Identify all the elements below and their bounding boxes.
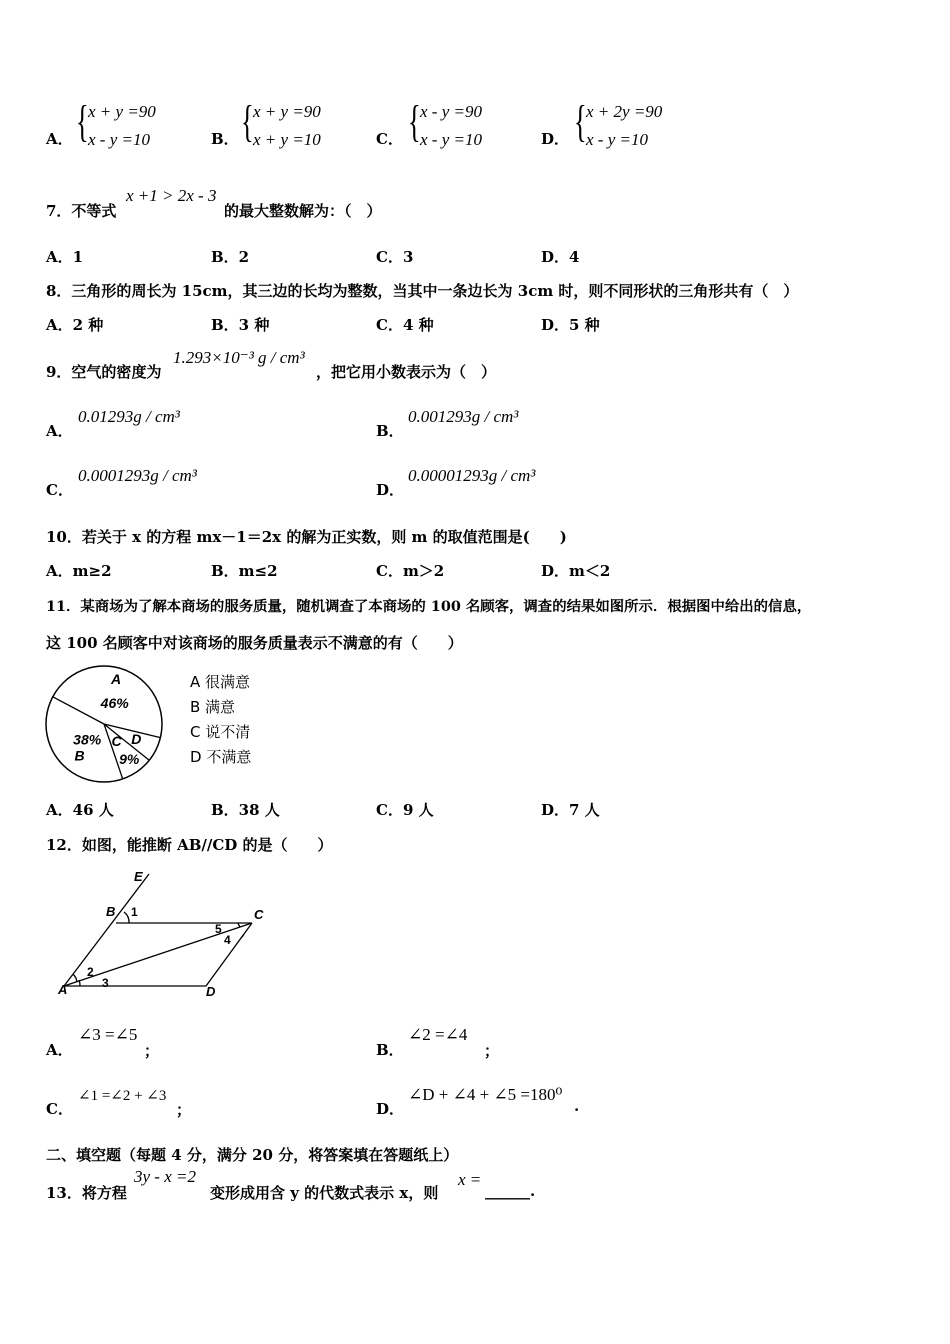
q13-prefix: 13．将方程 — [46, 1184, 127, 1202]
q6-option-d-eq2: x - y =10 — [586, 130, 648, 149]
q6-option-b-letter: B． — [211, 130, 239, 148]
q7-math: x +1 > 2x - 3 — [126, 186, 217, 205]
legend-item-c: C 说不清 — [190, 723, 251, 741]
q10-option-c: C．m＞2 — [376, 562, 445, 580]
label-d: D — [206, 984, 216, 999]
q6-option-c-eq1: x - y =90 — [420, 102, 482, 121]
q13-math2: x = — [458, 1170, 482, 1189]
brace-icon: { — [574, 97, 587, 146]
legend-item-b: B 满意 — [190, 698, 236, 716]
q12-option-c-letter: C． — [46, 1100, 73, 1118]
q12-option-a-value: ∠3 =∠5 — [78, 1025, 138, 1044]
label-angle-1: 1 — [131, 905, 138, 919]
q12-option-b-letter: B． — [376, 1041, 404, 1059]
q9-option-b-letter: B． — [376, 422, 404, 440]
line-ae — [64, 874, 149, 986]
q10-option-a: A．m≥2 — [46, 562, 112, 580]
pie-value-c: 9% — [119, 751, 140, 767]
q6-option-a-system — [88, 98, 156, 154]
q7-option-d: D．4 — [541, 248, 580, 266]
q12-option-c-value: ∠1 =∠2 + ∠3 — [78, 1088, 167, 1104]
label-angle-3: 3 — [102, 976, 109, 990]
angle-1-arc — [124, 912, 129, 923]
angle-3-arc — [79, 980, 80, 986]
label-e: E — [134, 869, 143, 884]
pie-label-d: D — [131, 730, 142, 747]
q11-line2: 这 100 名顾客中对该商场的服务质量表示不满意的有（ ） — [46, 634, 463, 652]
q6-option-d-eq1: x + 2y =90 — [586, 102, 663, 121]
q7-option-b: B．2 — [211, 248, 250, 266]
q8-option-b: B．3 种 — [211, 316, 270, 334]
q9-option-a-letter: A． — [46, 422, 73, 440]
label-a: A — [58, 982, 68, 997]
q11-option-b: B．38 人 — [211, 801, 280, 819]
brace-icon: { — [76, 97, 89, 146]
q6-option-a-eq1: x + y =90 — [88, 102, 156, 121]
q8-option-c: C．4 种 — [376, 316, 434, 334]
q7-prefix: 7．不等式 — [46, 202, 117, 220]
pie-label-c: C — [111, 733, 122, 749]
q7-suffix: 的最大整数解为：（ ） — [224, 202, 382, 220]
q6-option-a-letter: A． — [46, 130, 73, 148]
q12-option-d-letter: D． — [376, 1100, 405, 1118]
q6-option-c-system — [420, 98, 482, 154]
q9-option-d-value: 0.00001293g / cm³ — [408, 466, 536, 485]
label-angle-5: 5 — [215, 922, 222, 936]
q8-option-d: D．5 种 — [541, 316, 600, 334]
q9-option-b-value: 0.001293g / cm³ — [408, 407, 519, 426]
q13-math: 3y - x =2 — [134, 1167, 196, 1186]
q6-option-d-letter: D． — [541, 130, 570, 148]
label-c: C — [254, 907, 264, 922]
q12-option-a-end: ； — [144, 1042, 160, 1060]
parallelogram-figure — [52, 864, 272, 1000]
q12-option-d-value: ∠D + ∠4 + ∠5 =180⁰ — [408, 1085, 563, 1104]
q12-text: 12．如图，能推断 AB//CD 的是（ ） — [46, 836, 333, 854]
legend-item-d: D 不满意 — [190, 748, 252, 766]
brace-icon: { — [241, 97, 254, 146]
q11-line1: 11．某商场为了解本商场的服务质量，随机调查了本商场的 100 名顾客，调查的结果如图所示．根据图中给出的信息， — [46, 598, 812, 615]
q9-math: 1.293×10⁻³ g / cm³ — [173, 348, 305, 367]
q6-option-b-eq1: x + y =90 — [253, 102, 321, 121]
q11-option-c: C．9 人 — [376, 801, 434, 819]
q9-option-c-letter: C． — [46, 481, 73, 499]
q12-option-a-letter: A． — [46, 1041, 73, 1059]
pie-chart — [40, 662, 180, 786]
q9-option-a-value: 0.01293g / cm³ — [78, 407, 180, 426]
q6-option-d-system — [586, 98, 662, 154]
label-b: B — [106, 904, 116, 919]
label-angle-4: 4 — [224, 933, 231, 947]
brace-icon: { — [408, 97, 421, 146]
q12-option-d-end: . — [574, 1097, 580, 1115]
q12-option-c-end: ； — [176, 1101, 192, 1119]
q6-option-b-system — [253, 98, 321, 154]
q7-option-c: C．3 — [376, 248, 414, 266]
pie-value-b: 38% — [73, 731, 102, 748]
q8-text: 8．三角形的周长为 15cm，其三边的长均为整数，当其中一条边长为 3cm 时，则不同形状的三角形共有（ ） — [46, 282, 799, 300]
q11-option-a: A．46 人 — [46, 801, 114, 819]
q13-answer-blank[interactable]: ______. — [485, 1182, 536, 1200]
q9-option-c-value: 0.0001293g / cm³ — [78, 466, 197, 485]
section-2-title: 二、填空题（每题 4 分，满分 20 分，将答案填在答题纸上） — [46, 1146, 459, 1164]
q6-option-c-letter: C． — [376, 130, 403, 148]
q13-middle: 变形成用含 y 的代数式表示 x，则 — [210, 1184, 439, 1202]
q9-suffix: ，把它用小数表示为（ ） — [316, 363, 497, 381]
label-angle-2: 2 — [87, 965, 94, 979]
pie-label-a: A — [111, 671, 122, 688]
pie-value-a: 46% — [100, 695, 129, 711]
q10-option-d: D．m＜2 — [541, 562, 611, 580]
q11-option-d: D．7 人 — [541, 801, 600, 819]
pie-label-b: B — [74, 747, 85, 764]
q6-option-c-eq2: x - y =10 — [420, 130, 482, 149]
q12-option-b-value: ∠2 =∠4 — [408, 1025, 468, 1044]
q9-option-d-letter: D． — [376, 481, 405, 499]
q10-option-b: B．m≤2 — [211, 562, 278, 580]
angle-4-arc — [241, 934, 244, 938]
angle-2-arc — [73, 974, 77, 982]
q8-option-a: A．2 种 — [46, 316, 104, 334]
q6-option-b-eq2: x + y =10 — [253, 130, 321, 149]
q6-option-a-eq2: x - y =10 — [88, 130, 150, 149]
legend-item-a: A 很满意 — [190, 673, 251, 691]
q12-option-b-end: ； — [484, 1042, 500, 1060]
pie-slice-boundary-a — [53, 697, 104, 724]
q7-option-a: A．1 — [46, 248, 84, 266]
q9-prefix: 9．空气的密度为 — [46, 363, 162, 381]
q10-text: 10．若关于 x 的方程 mx－1＝2x 的解为正实数，则 m 的取值范围是( ) — [46, 528, 567, 546]
